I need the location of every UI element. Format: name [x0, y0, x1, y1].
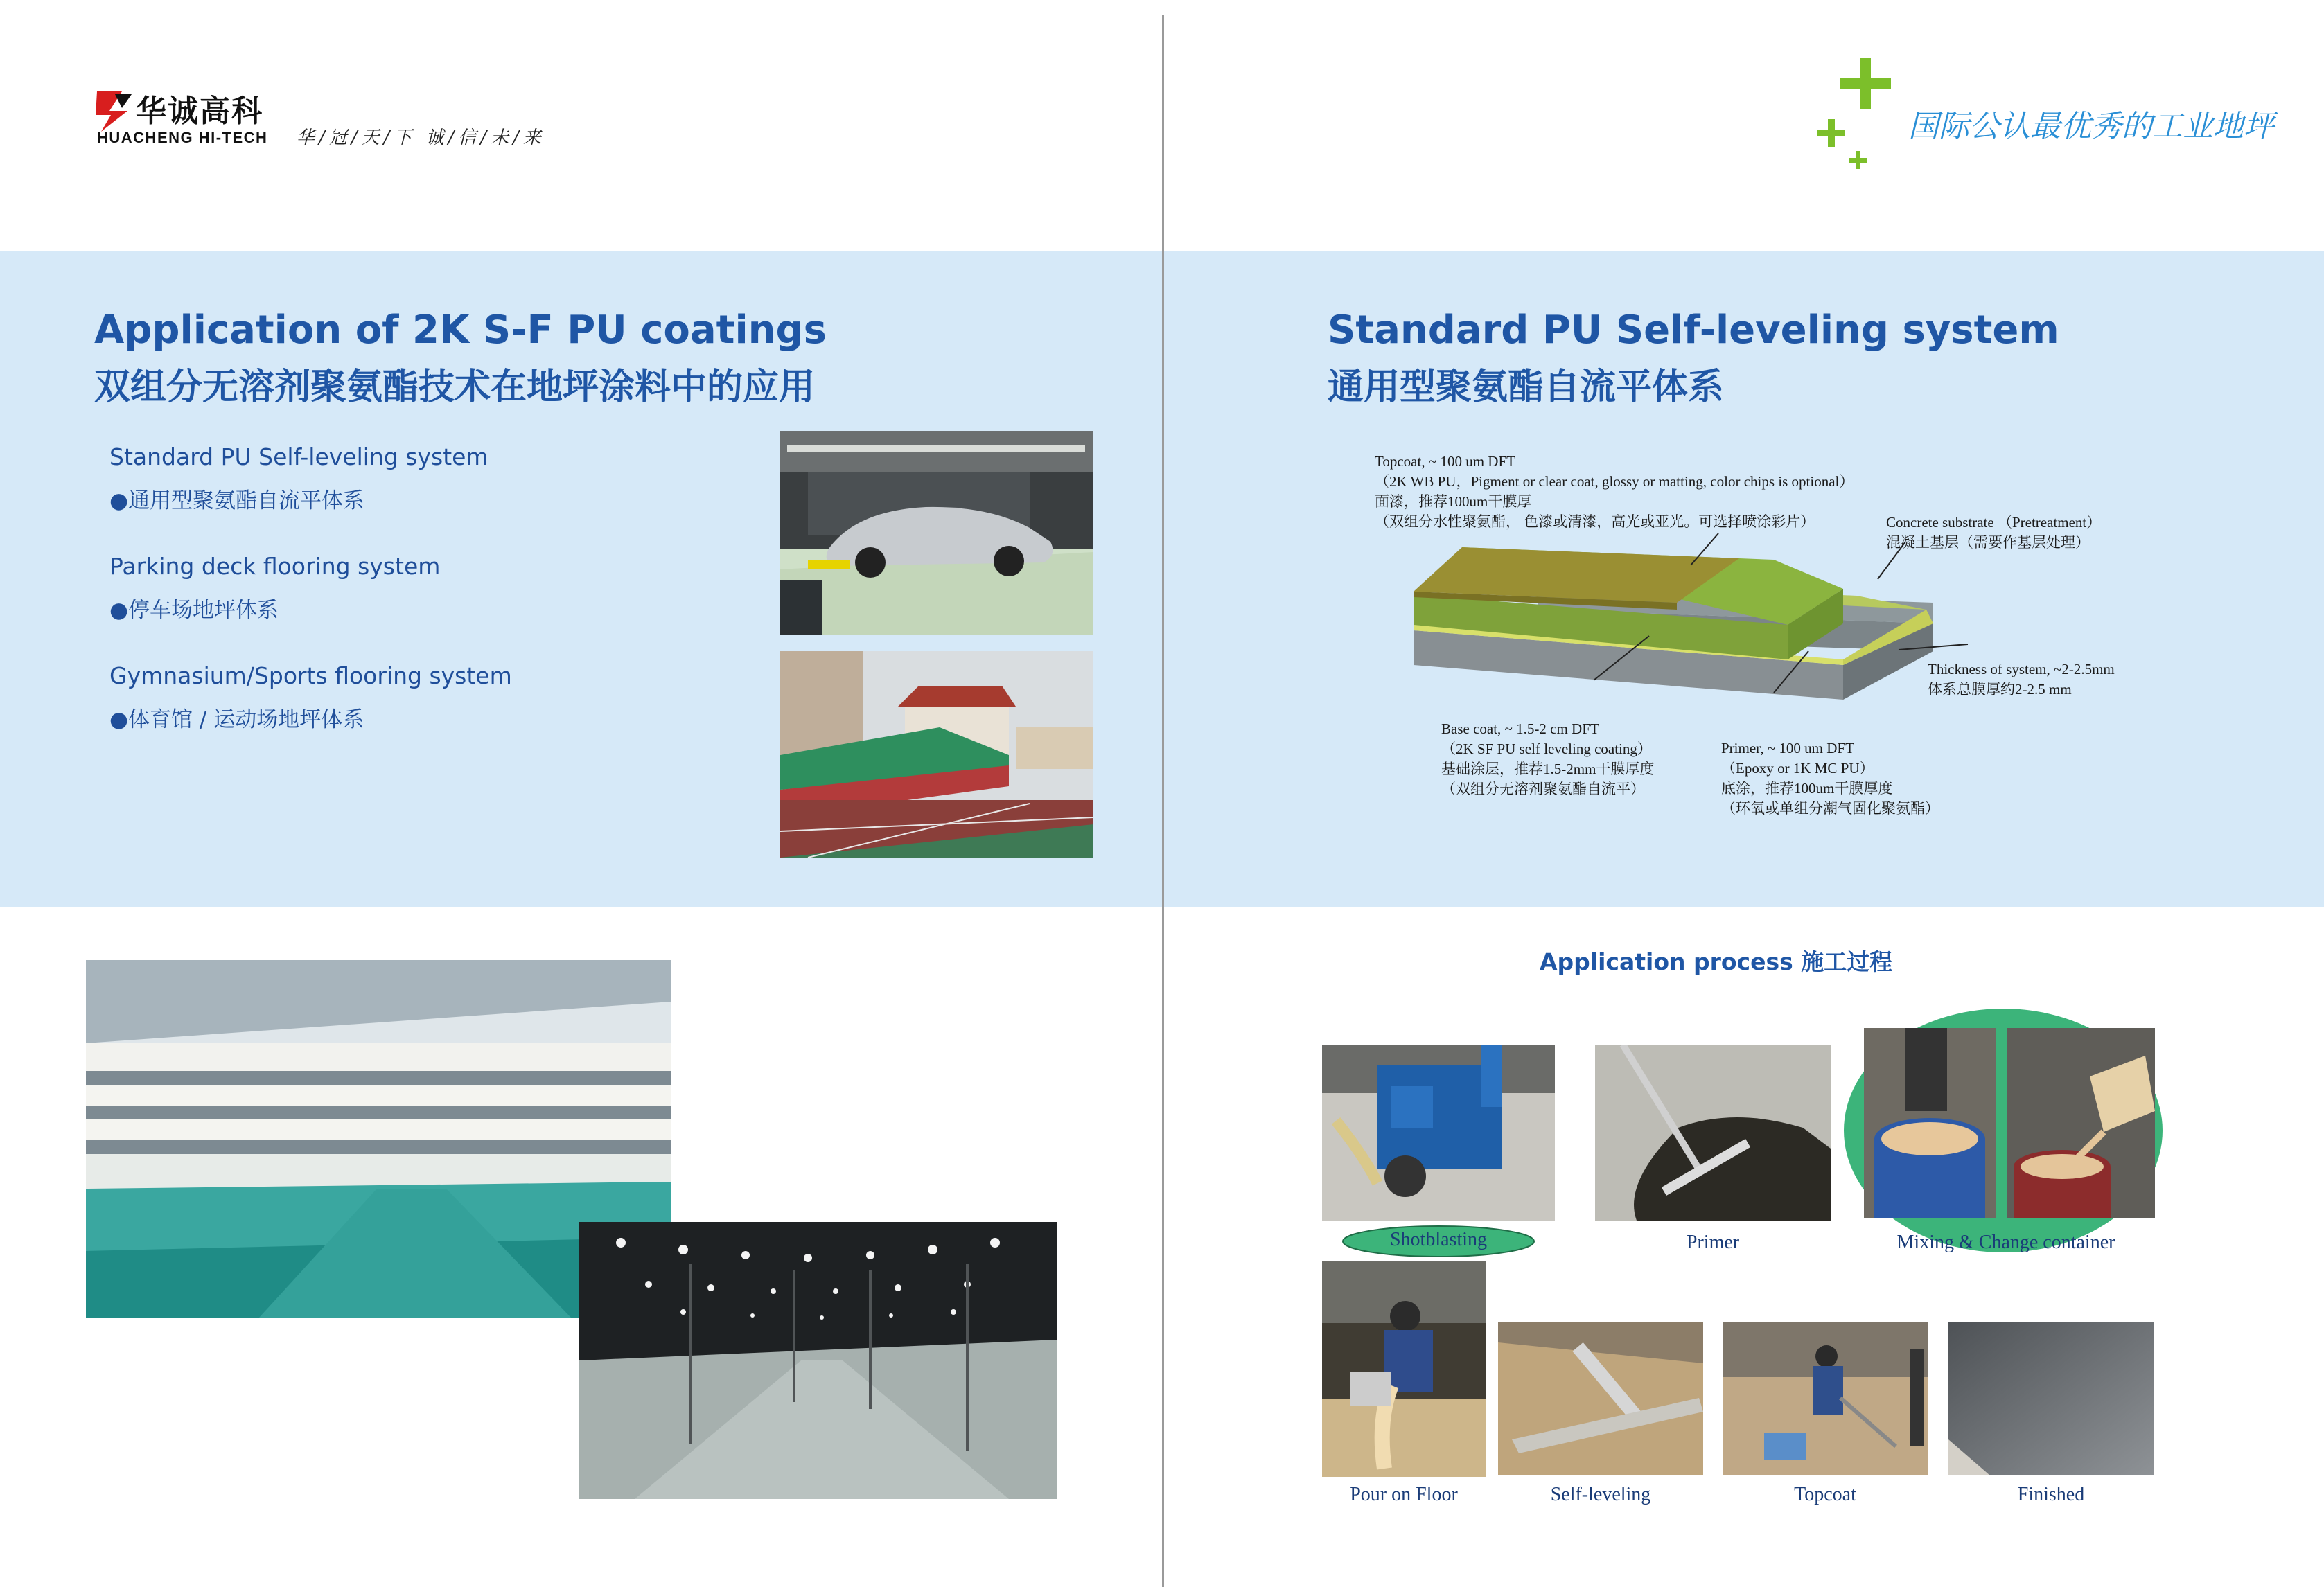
- caption-finished: Finished: [2017, 1484, 2085, 1505]
- left-title-en: Application of 2K S-F PU coatings: [94, 308, 827, 353]
- primer-label: Primer, ~ 100 um DFT （Epoxy or 1K MC PU） 底涂，推荐100um干膜厚度 （环氧或单组分潮气固化聚氨酯）: [1721, 740, 1939, 817]
- system-name-cn: ●通用型聚氨酯自流平体系: [109, 488, 365, 513]
- step-photo-primer: [1595, 1045, 1831, 1221]
- caption-shotblasting: Shotblasting: [1389, 1229, 1487, 1250]
- right-title-cn: 通用型聚氨酯自流平体系: [1328, 366, 1725, 408]
- company-logo: [94, 82, 593, 158]
- list-item: [109, 662, 733, 733]
- step-photo-pour: [1322, 1261, 1486, 1477]
- step-photo-shotblasting: [1322, 1045, 1555, 1221]
- left-title-cn: 双组分无溶剂聚氨酯技术在地坪涂料中的应用: [94, 366, 816, 408]
- car-showroom-photo: [780, 431, 1093, 635]
- list-item: [109, 443, 733, 514]
- system-name-en: Parking deck flooring system: [109, 553, 441, 580]
- process-title: Application process 施工过程: [1540, 948, 1893, 975]
- page-fold-line: [1162, 15, 1164, 1587]
- brand-name-cn: 华诚高科: [136, 94, 263, 129]
- topcoat-label: Topcoat, ~ 100 um DFT （2K WB PU，Pigment or clear coat, glossy or matting, color chips is optional） 面漆，推荐100um干膜厚 （双组分水性聚氨酯， 色漆或清漆，高光或亚光。可选择喷涂彩片）: [1375, 453, 1854, 530]
- caption-selfleveling: Self-leveling: [1550, 1484, 1651, 1505]
- concrete-label: Concrete substrate （Pretreatment） 混凝土基层（需要作基层处理）: [1886, 514, 2102, 551]
- step-photo-topcoat: [1723, 1322, 1928, 1475]
- system-list: [109, 443, 733, 772]
- caption-primer: Primer: [1686, 1232, 1740, 1253]
- system-name-en: Standard PU Self-leveling system: [109, 443, 488, 470]
- green-plus-icon: [1814, 54, 1918, 172]
- system-name-en: Gymnasium/Sports flooring system: [109, 662, 512, 689]
- brand-slogan: 华/冠/天/下 诚/信/未/来: [297, 127, 545, 148]
- layer-diagram: [1358, 443, 2162, 831]
- warehouse-floor-photo: [579, 1222, 1057, 1499]
- system-name-cn: ●停车场地坪体系: [109, 598, 279, 623]
- right-title-en: Standard PU Self-leveling system: [1328, 308, 2059, 353]
- system-name-cn: ●体育馆 / 运动场地坪体系: [109, 707, 364, 732]
- step-photo-mixing-2: [2007, 1028, 2155, 1218]
- step-photo-mixing-1: [1864, 1028, 1996, 1218]
- stadium-photo: [780, 651, 1093, 858]
- caption-pour: Pour on Floor: [1350, 1484, 1458, 1505]
- list-item: [109, 553, 733, 623]
- base-coat-label: Base coat, ~ 1.5-2 cm DFT （2K SF PU self leveling coating） 基础涂层，推荐1.5-2mm干膜厚度 （双组分无溶剂聚氨酯自流平）: [1441, 720, 1655, 797]
- thickness-label: Thickness of system, ~2-2.5mm 体系总膜厚约2-2.5 mm: [1928, 661, 2115, 698]
- logo-mark-icon: [94, 87, 134, 133]
- brand-name-en: HUACHENG HI-TECH: [97, 129, 268, 146]
- tagline: 国际公认最优秀的工业地坪: [1908, 109, 2274, 144]
- step-photo-selfleveling: [1498, 1322, 1703, 1475]
- caption-mixing: Mixing & Change container: [1896, 1232, 2115, 1253]
- caption-topcoat: Topcoat: [1794, 1484, 1856, 1505]
- step-photo-finished: [1948, 1322, 2154, 1475]
